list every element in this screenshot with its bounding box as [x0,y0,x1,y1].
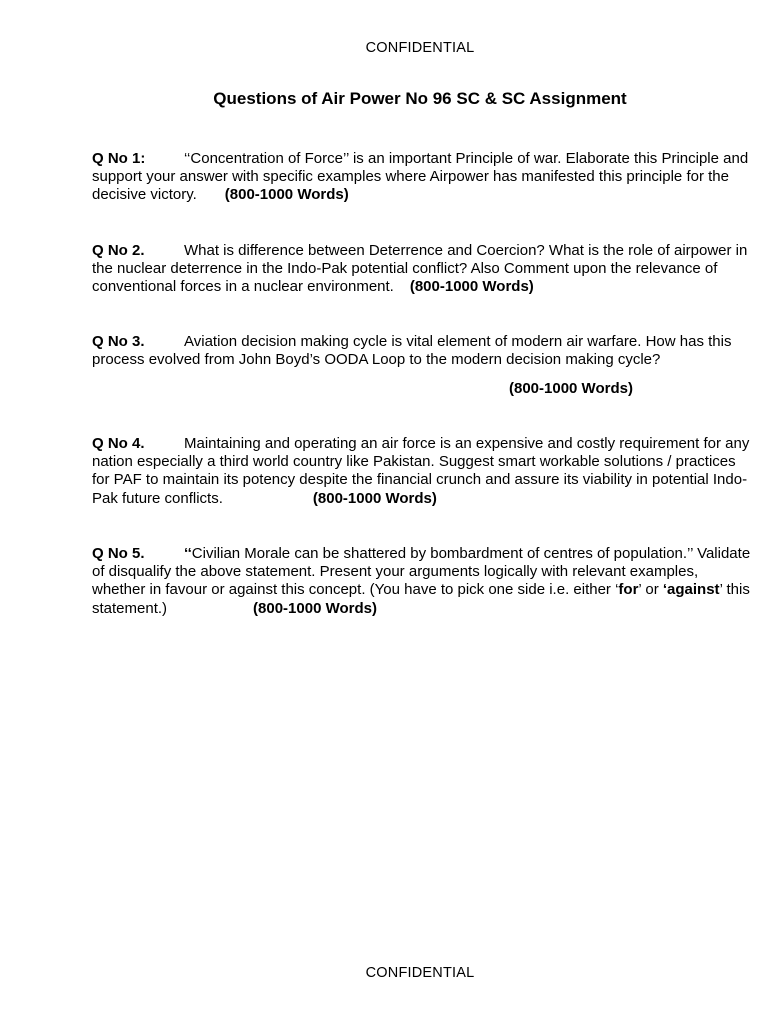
question-1 [92,150,752,205]
question-3 [92,333,752,399]
question-label: Q No 2. [92,242,145,259]
word-count: (800-1000 Words) [224,186,349,204]
header-classification: CONFIDENTIAL [365,40,475,56]
emphasis-for: for [618,581,639,599]
question-label: Q No 1: [92,150,146,167]
question-text: What is difference between Deterrence and Coercion? What is the role of airpower in the nuclear deterrence in the Indo-Pak potential conflict? Also Comment upon the relevance of conventional forces in a nuclear environment. [92,242,748,296]
question-text: Aviation decision making cycle is vital element of modern air warfare. How has this process evolved from John Boyd’s OODA Loop to the modern decision making cycle? [92,333,732,369]
footer-classification: CONFIDENTIAL [365,965,475,981]
page-title: Questions of Air Power No 96 SC & SC Assignment [213,89,627,108]
question-2 [92,242,752,297]
question-label: Q No 3. [92,333,145,350]
question-text-cont: ’ or [638,581,663,599]
word-count: (800-1000 Words) [409,278,534,296]
word-count: (800-1000 Words) [312,489,437,507]
open-quote: ‘‘ [184,545,192,562]
question-text: Maintaining and operating an air force is an expensive and costly requirement for any nation especially a third world country like Pakistan. Suggest smart workable solutions / practices for PAF to maintain its potency despite the financial crunch and assure its viability in potential Indo-Pak future conflicts. [92,435,750,507]
question-4 [92,435,752,508]
question-label: Q No 4. [92,435,145,452]
question-5 [92,545,752,618]
emphasis-against: ‘against [662,581,720,599]
question-text-end: ’ this statement.) [92,581,750,617]
word-count: (800-1000 Words) [253,599,377,617]
question-text: ‘‘Concentration of Force’’ is an important Principle of war. Elaborate this Principle and support your answer with specific examples where Airpower has manifested this principle for the decisive victory. [92,150,749,204]
question-text: Civilian Morale can be shattered by bombardment of centres of population.’’ Validate of disqualify the above statement. Present your arguments logically with relevant examples, whether in favour or against this concept. (You have to pick one side i.e. either ‘ [92,545,751,599]
question-label: Q No 5. [92,545,145,562]
word-count: (800-1000 Words) [509,380,633,398]
